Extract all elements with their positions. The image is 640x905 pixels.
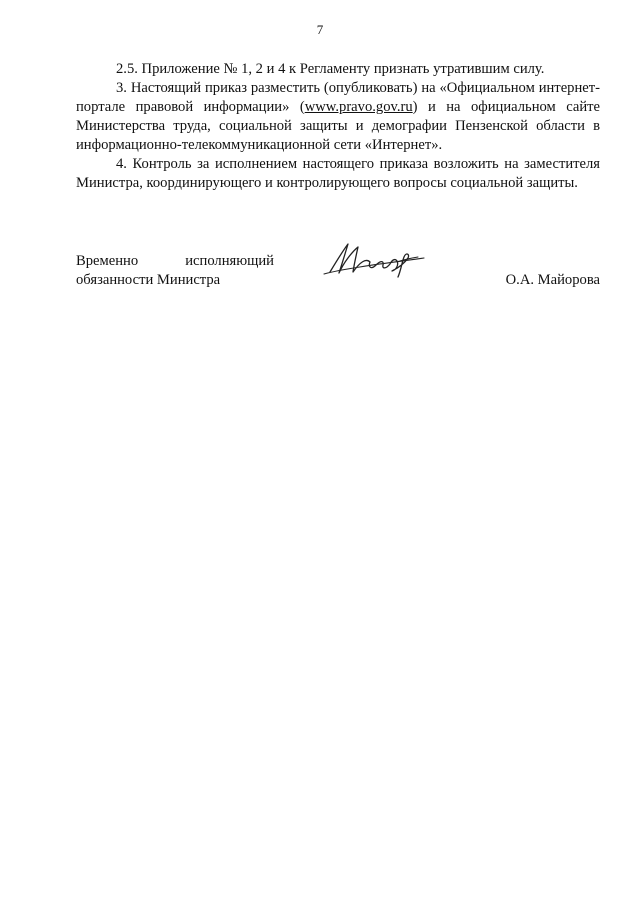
paragraph-4: 4. Контроль за исполнением настоящего приказа возложить на заместителя Министра, координирующего и контролирующего вопросы социальной защиты.: [76, 156, 600, 191]
pravo-gov-link[interactable]: www.pravo.gov.ru: [304, 99, 413, 115]
signatory-role-line-1: Временно исполняющий: [76, 253, 274, 269]
paragraph-3-text-end: ) и на официальном сайте Министерства труда, социальной защиты и демографии Пензенской области в информационно-телекоммуникационной сети «Интернет».: [76, 99, 601, 153]
signatory-role: [76, 252, 274, 290]
signatory-name: О.А. Майорова: [505, 272, 600, 288]
paragraph-2-5: 2.5. Приложение № 1, 2 и 4 к Регламенту признать утратившим силу.: [116, 61, 545, 77]
page-number: 7: [316, 22, 324, 37]
signatory-role-line-2: обязанности Министра: [76, 272, 221, 288]
handwritten-signature-icon: [322, 240, 428, 280]
paragraph-3-text-start: 3. Настоящий приказ разместить (опубликовать) на «Официальном интернет-портале правовой информации» (: [76, 80, 600, 115]
document-body: [76, 60, 600, 193]
paragraph-3: [76, 79, 600, 155]
